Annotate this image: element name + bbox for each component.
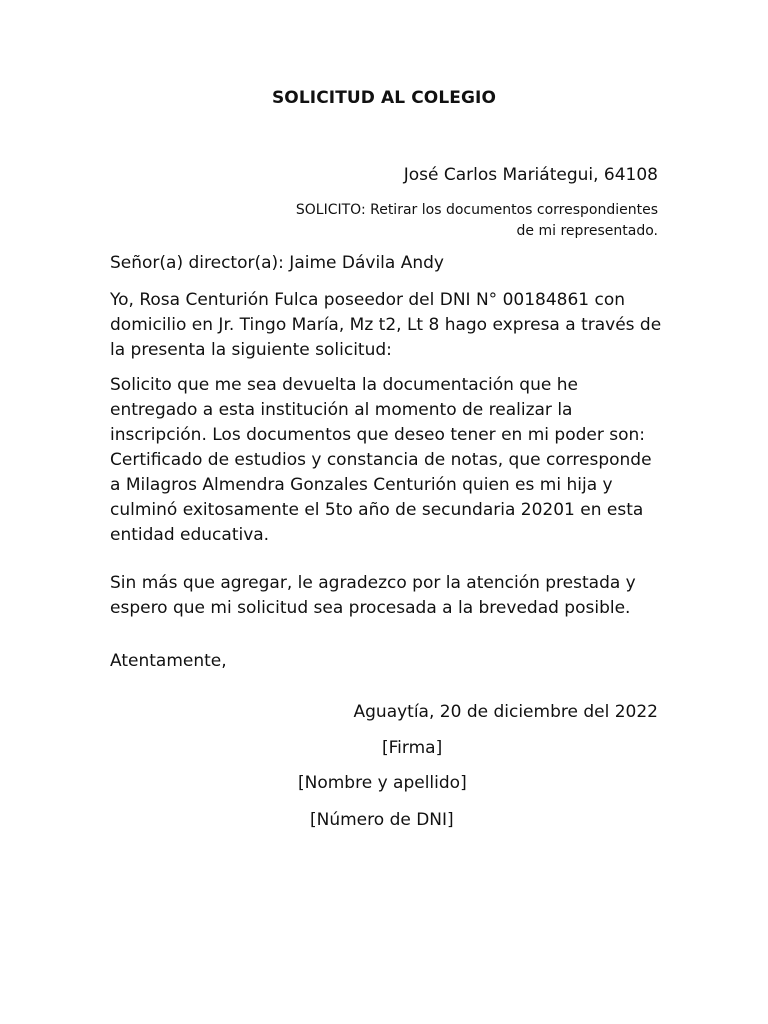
solicito-line-2: de mi representado. <box>516 223 658 239</box>
solicito-line-1: SOLICITO: Retirar los documentos correspondientes <box>295 202 658 218</box>
body-paragraph-2: Sin más que agregar, le agradezco por la atención prestada y espero que mi solicitud sea procesada a la brevedad posible. <box>110 573 636 618</box>
intro-paragraph: Yo, Rosa Centurión Fulca poseedor del DNI N° 00184861 con domicilio en Jr. Tingo María, Mz t2, Lt 8 hago expresa a través de la presenta la siguiente solicitud: <box>110 290 662 360</box>
document-title: SOLICITUD AL COLEGIO <box>271 88 497 108</box>
greeting: Señor(a) director(a): Jaime Dávila Andy <box>110 253 444 273</box>
body-paragraph-1: Solicito que me sea devuelta la documentación que he entregado a esta institución al momento de realizar la inscripción. Los documentos que deseo tener en mi poder son: Certificado de estudios y constancia de notas, que corresponde a Milagros Almendra Gonzales Centurión quien es mi hija y culminó exitosamente el 5to año de secundaria 20201 en esta entidad educativa. <box>110 375 652 545</box>
signature-placeholder: [Firma] <box>382 738 443 758</box>
place-date: Aguaytía, 20 de diciembre del 2022 <box>353 702 658 722</box>
name-placeholder: [Nombre y apellido] <box>298 773 467 793</box>
solicito-block <box>238 200 658 242</box>
dni-placeholder: [Número de DNI] <box>310 810 454 830</box>
closing: Atentamente, <box>110 651 227 671</box>
recipient-school: José Carlos Mariátegui, 64108 <box>403 165 658 185</box>
